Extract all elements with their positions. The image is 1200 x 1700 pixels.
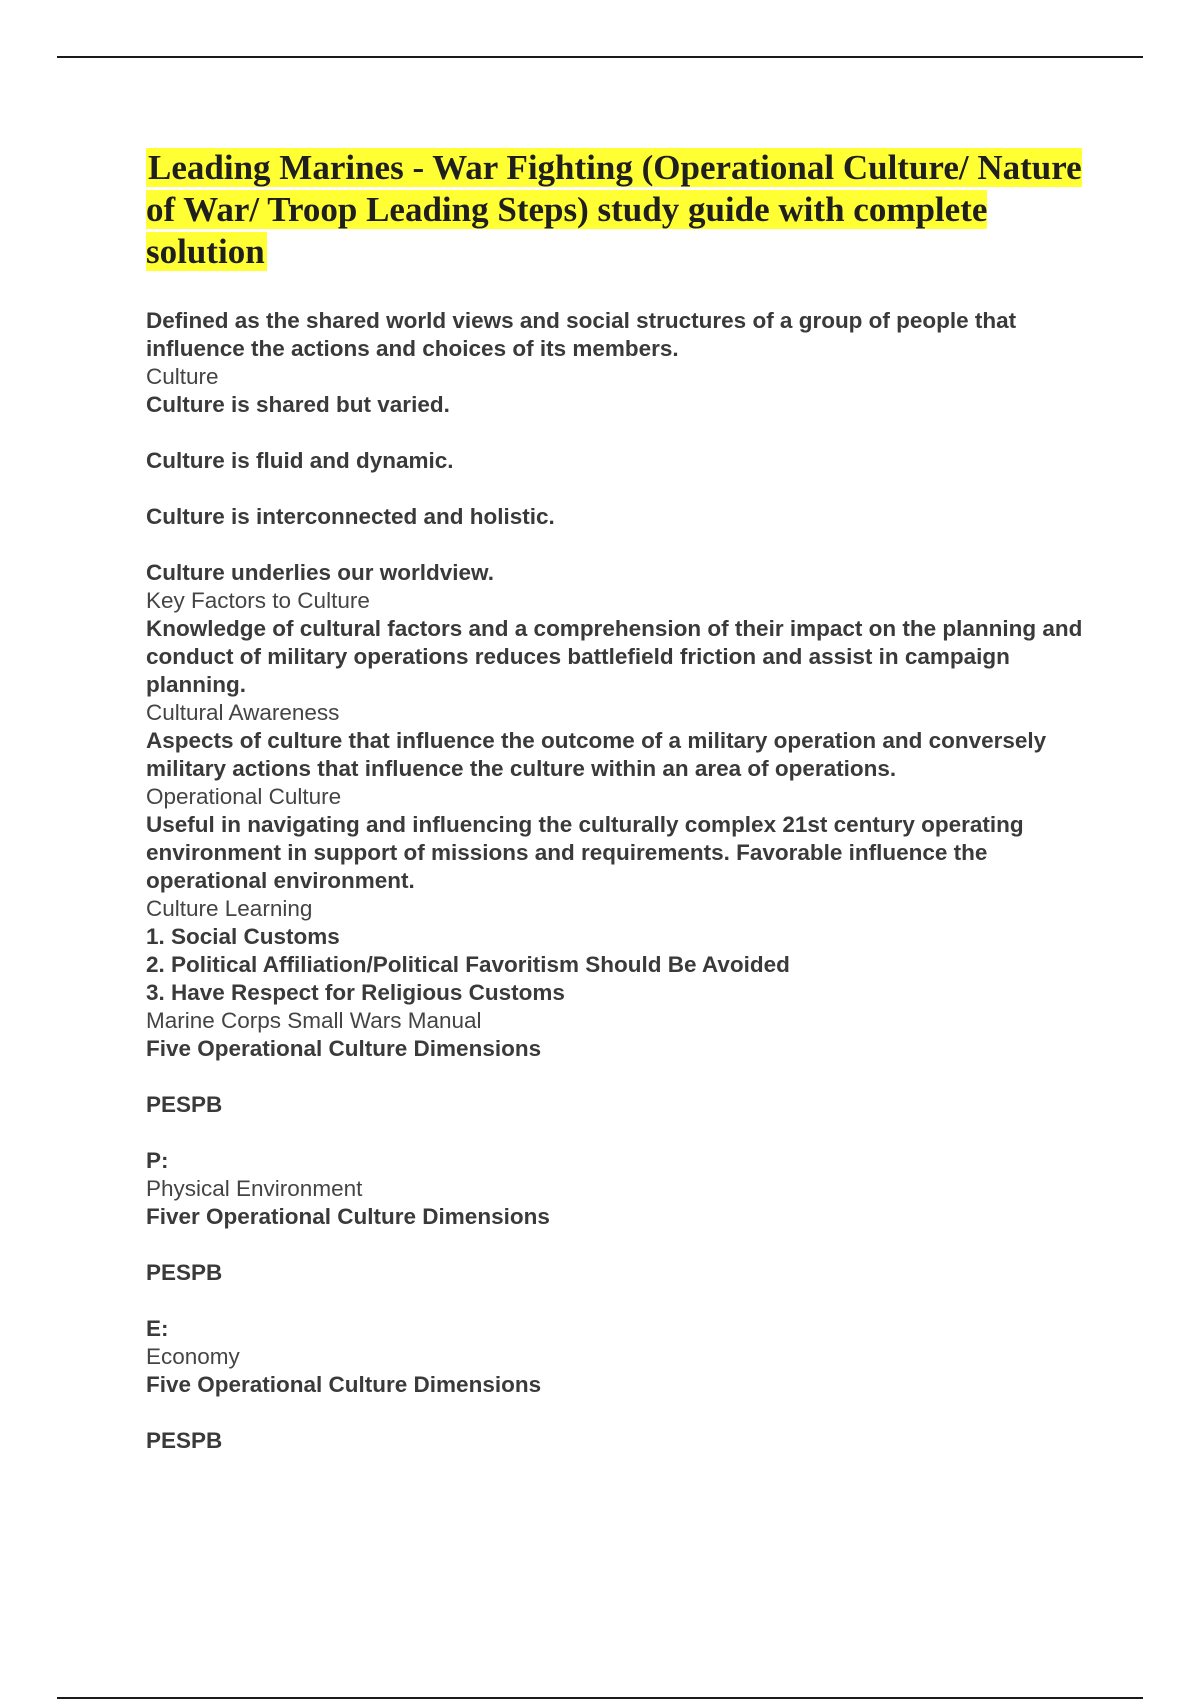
blank-line [146, 419, 1106, 447]
question-text: Fiver Operational Culture Dimensions [146, 1204, 550, 1229]
qa-entry-5 [146, 811, 1106, 923]
question-text: 3. Have Respect for Religious Customs [146, 980, 565, 1005]
header-rule [57, 56, 1143, 58]
question-text: Useful in navigating and influencing the culturally complex 21st century operating environment in support of missions and requirements. Favorable influence the operational environment. [146, 812, 1024, 893]
blank-line [146, 1063, 1106, 1091]
question-text: Culture underlies our worldview. [146, 560, 494, 585]
question-text: Knowledge of cultural factors and a comprehension of their impact on the planning and conduct of military operations reduces battlefield friction and assist in campaign planning. [146, 616, 1083, 697]
question-text: P: [146, 1148, 169, 1173]
document-body [146, 147, 1106, 1455]
qa-entry-9 [146, 1371, 1106, 1455]
qa-entry-1 [146, 307, 1106, 391]
qa-entry-6 [146, 923, 1106, 1035]
qa-entry-8 [146, 1203, 1106, 1371]
answer-text: Cultural Awareness [146, 700, 340, 725]
answer-text: Culture Learning [146, 896, 313, 921]
qa-entry-3 [146, 615, 1106, 727]
answer-text: Key Factors to Culture [146, 588, 370, 613]
question-text: Five Operational Culture Dimensions [146, 1036, 542, 1061]
qa-entry-4 [146, 727, 1106, 811]
question-text: PESPB [146, 1260, 223, 1285]
answer-text: Economy [146, 1344, 240, 1369]
qa-entry-7 [146, 1035, 1106, 1203]
blank-line [146, 1287, 1106, 1315]
question-text: E: [146, 1316, 169, 1341]
qa-entry-2 [146, 391, 1106, 615]
footer-rule [57, 1697, 1143, 1699]
answer-text: Culture [146, 364, 219, 389]
title-highlight: Leading Marines - War Fighting (Operational Culture/ Nature of War/ Troop Leading Steps) study guide with complete solution [146, 148, 1082, 271]
blank-line [146, 1399, 1106, 1427]
question-text: 2. Political Affiliation/Political Favoritism Should Be Avoided [146, 952, 790, 977]
question-text: Culture is fluid and dynamic. [146, 448, 454, 473]
question-text: Culture is shared but varied. [146, 392, 450, 417]
blank-line [146, 1119, 1106, 1147]
question-text: Five Operational Culture Dimensions [146, 1372, 542, 1397]
question-text: PESPB [146, 1428, 223, 1453]
question-text: Culture is interconnected and holistic. [146, 504, 555, 529]
blank-line [146, 1231, 1106, 1259]
question-text: PESPB [146, 1092, 223, 1117]
blank-line [146, 475, 1106, 503]
question-text: Aspects of culture that influence the outcome of a military operation and conversely military actions that influence the culture within an area of operations. [146, 728, 1047, 781]
answer-text: Marine Corps Small Wars Manual [146, 1008, 482, 1033]
document-title [146, 147, 1106, 273]
answer-text: Physical Environment [146, 1176, 363, 1201]
answer-text: Operational Culture [146, 784, 342, 809]
question-text: 1. Social Customs [146, 924, 340, 949]
question-text: Defined as the shared world views and social structures of a group of people that influence the actions and choices of its members. [146, 308, 1017, 361]
blank-line [146, 531, 1106, 559]
